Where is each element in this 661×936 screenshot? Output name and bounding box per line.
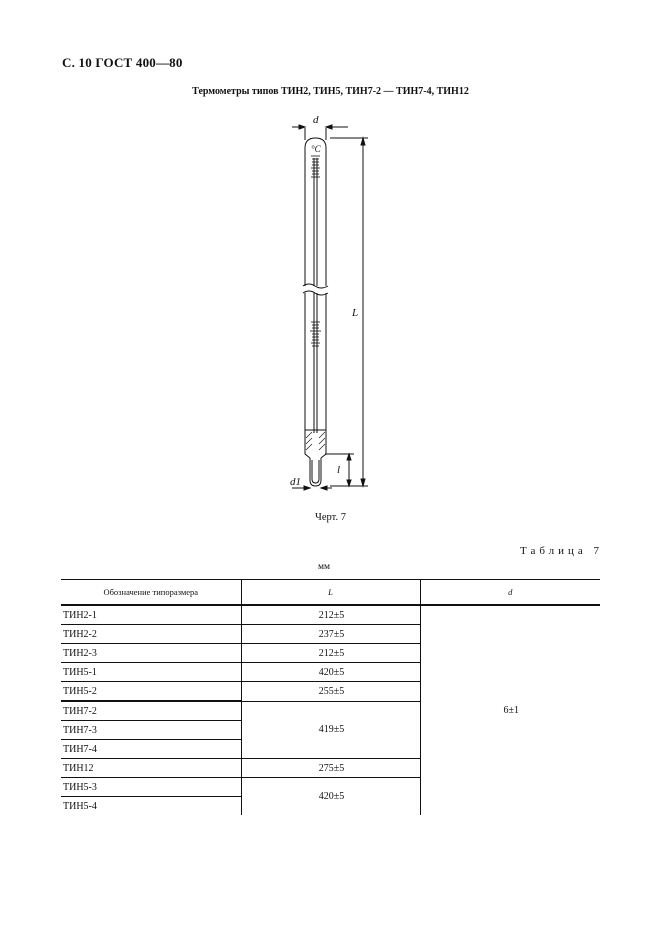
row-name: ТИН5-4 <box>63 800 97 812</box>
d-value: 6±1 <box>420 605 600 815</box>
row-L: 212±5 <box>241 605 420 625</box>
page-header: С. 10 ГОСТ 400—80 <box>62 55 183 70</box>
row-name: ТИН2-2 <box>61 625 241 644</box>
col-header-designation: Обозначение типоразмера <box>61 580 241 606</box>
table-units: мм <box>318 562 331 572</box>
dim-L-label: L <box>352 307 359 319</box>
table-row <box>61 605 600 625</box>
row-name: ТИН5-3 <box>61 778 241 797</box>
row-name: ТИН7-3 <box>61 721 241 740</box>
dim-l-label: l <box>337 464 341 476</box>
col-header-L: L <box>241 580 420 606</box>
row-name: ТИН7-4 <box>61 740 241 759</box>
figure-title: Термометры типов ТИН2, ТИН5, ТИН7-2 — ТИН7-4, ТИН12 <box>192 86 469 97</box>
row-L: 255±5 <box>241 682 420 702</box>
row-name: ТИН12 <box>61 759 241 778</box>
table-label: Таблица 7 <box>520 545 604 557</box>
row-L: 420±5 <box>241 663 420 682</box>
degree-label: °C <box>311 144 321 154</box>
dim-d-label: d <box>313 114 319 126</box>
row-L: 275±5 <box>241 759 420 778</box>
row-L: 212±5 <box>241 644 420 663</box>
row-name: ТИН2-1 <box>61 605 241 625</box>
row-name: ТИН7-2 <box>61 701 241 721</box>
row-name: ТИН5-2 <box>61 682 241 702</box>
row-name: ТИН2-3 <box>61 644 241 663</box>
dim-d1-label: d1 <box>290 476 301 488</box>
col-header-d: d <box>420 580 600 606</box>
figure-caption: Черт. 7 <box>315 512 346 523</box>
row-L: 420±5 <box>241 778 420 816</box>
thermometer-drawing <box>270 108 390 498</box>
row-L: 237±5 <box>241 625 420 644</box>
row-name: ТИН5-1 <box>61 663 241 682</box>
spec-table <box>61 579 600 815</box>
row-L: 419±5 <box>241 701 420 759</box>
